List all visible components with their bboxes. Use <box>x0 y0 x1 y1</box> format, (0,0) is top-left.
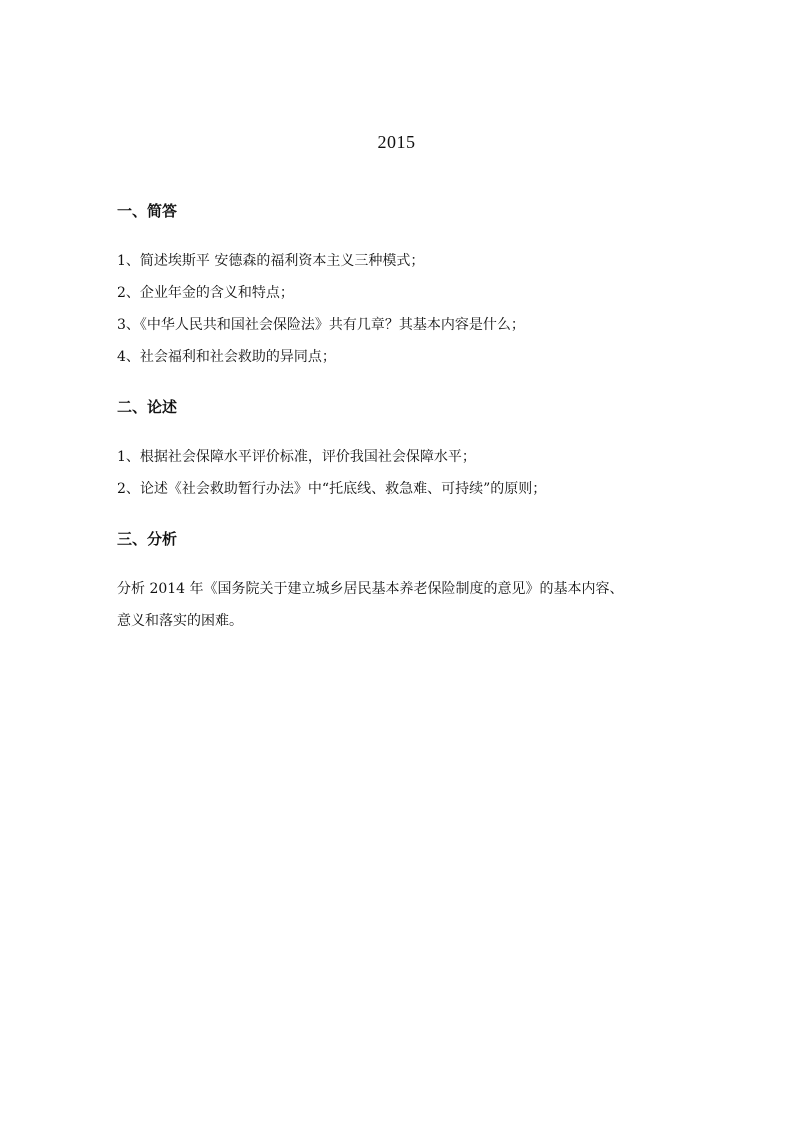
question-item: 2、企业年金的含义和特点； <box>117 285 294 301</box>
question-item: 4、社会福利和社会救助的异同点； <box>117 349 336 365</box>
question-item: 2、论述《社会救助暂行办法》中“托底线、救急难、可持续”的原则； <box>117 481 547 497</box>
analysis-paragraph-line: 意义和落实的困难。 <box>117 613 243 629</box>
question-item: 1、根据社会保障水平评价标准，评价我国社会保障水平； <box>117 449 476 465</box>
page-title: 2015 <box>377 132 416 152</box>
analysis-paragraph-line: 分析 2014 年《国务院关于建立城乡居民基本养老保险制度的意见》的基本内容、 <box>117 581 624 597</box>
section-heading-discussion: 二、论述 <box>117 398 178 416</box>
section-heading-short-answer: 一、简答 <box>117 202 178 220</box>
section-heading-analysis: 三、分析 <box>117 530 178 548</box>
question-item: 1、简述埃斯平 安德森的福利资本主义三种模式； <box>117 253 425 269</box>
question-item: 3、《中华人民共和国社会保险法》共有几章？其基本内容是什么； <box>117 317 525 333</box>
